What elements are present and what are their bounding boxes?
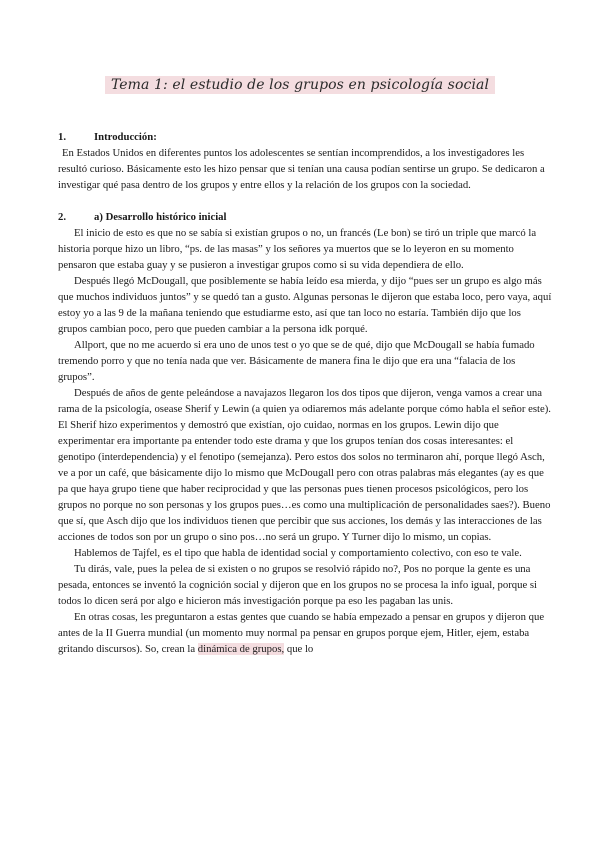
section-heading (58, 209, 552, 225)
paragraph-text: En otras cosas, les preguntaron a estas gentes que cuando se había empezado a pensar en grupos y dijeron que antes de la II Guerra mundial (un momento muy normal pa pensar en grupos porque ejem, Hitler, ejem, estaba gritando discursos). So, crean la (58, 611, 545, 655)
section-title: Introducción: (94, 131, 157, 143)
paragraph: Hablemos de Tajfel, es el tipo que habla de identidad social y comportamiento colectivo, con eso te vale. (74, 547, 522, 559)
section-heading (58, 129, 552, 145)
paragraph: Después llegó McDougall, que posiblemente se había leído esa mierda, y dijo “pues ser un grupo es algo más que muchos individuos juntos” y se quedó tan a gusto. Algunas personas le dijeron que estaba loco, pero vaya, aquí estoy yo a las 9 de la mañana teniendo que estudiarme esto, así que tan loco no estaría. También dijo que los grupos cambian poco, pero que pueden cambiar a la persona idk porqué. (58, 275, 552, 335)
document-title-wrap (0, 76, 600, 94)
paragraph: Allport, que no me acuerdo si era uno de unos test o yo que se de qué, dijo que McDougall se había fumado tremendo porro y que no tenía nada que ver. Básicamente de manera fina le dijo que era una “falacia de los grupos”. (58, 339, 535, 383)
document-body (58, 129, 552, 657)
paragraph: Tu dirás, vale, pues la pelea de si existen o no grupos se resolvió rápido no?, Pos no porque la gente es una pesada, entonces se inventó la cognición social y dijeron que en los grupos no se procesa la info igual, porque si todos lo dicen será por algo e hicieron más investigación porque pa eso les pagaban las unis. (58, 563, 538, 607)
section-number: 2. (58, 211, 67, 223)
paragraph (58, 609, 552, 657)
paragraph: En Estados Unidos en diferentes puntos los adolescentes se sentían incomprendidos, a los investigadores les resultó curioso. Básicamente esto les hizo pensar que si tenían una causa podían sentirse un grupo. Se dedicaron a investigar qué pasa dentro de los grupos y entre ellos y la relación de los grupos con la sociedad. (58, 147, 545, 191)
section-title: a) Desarrollo histórico inicial (94, 211, 227, 223)
section-number: 1. (58, 131, 67, 143)
document-title: Tema 1: el estudio de los grupos en psicología social (105, 76, 495, 94)
paragraph-text: que lo (284, 643, 314, 655)
paragraph: El inicio de esto es que no se sabía si existían grupos o no, un francés (Le bon) se tiró un triple que marcó la historia porque hizo un libro, “ps. de las masas” y los señores ya muertos que se lo leyeron en su momento pensaron que estaba guay y se pusieron a investigar grupos como si su vida dependiera de ello. (58, 227, 537, 271)
highlighted-text: dinámica de grupos, (197, 643, 285, 655)
paragraph: Después de años de gente peleándose a navajazos llegaron los dos tipos que dijeron, venga vamos a crear una rama de la psicología, osease Sherif y Lewin (a quien ya odiaremos más adelante porque cómo habla el señor este). El Sherif hizo experimentos y demostró que existían, ojo cuidao, normas en los grupos. Lewin dijo que experimentar era importante pa entender todo este drama y que los grupos tenían dos cosas interesantes: el genotipo (interdependencia) y el fenotipo (semejanza). Pero estos dos solos no terminaron ahí, porque llegó Asch, ve a por un café, que básicamente dijo lo mismo que McDougall pero con otras palabras más elegantes (ay es que pa que haya grupo tiene que haber reciprocidad y que las personas pues tienen procesos psicológicos, pero los grupos no porque no son personas y los grupos pues…es como una multiplicación de personalidades saes?). Bueno que sí, que Asch dijo que los individuos tienen que percibir que sus acciones, los demás y las interacciones de las acciones de todos son por un grupo o sino pos…no será un grupo. Y Turner dijo lo mismo, un copias. (58, 387, 551, 543)
